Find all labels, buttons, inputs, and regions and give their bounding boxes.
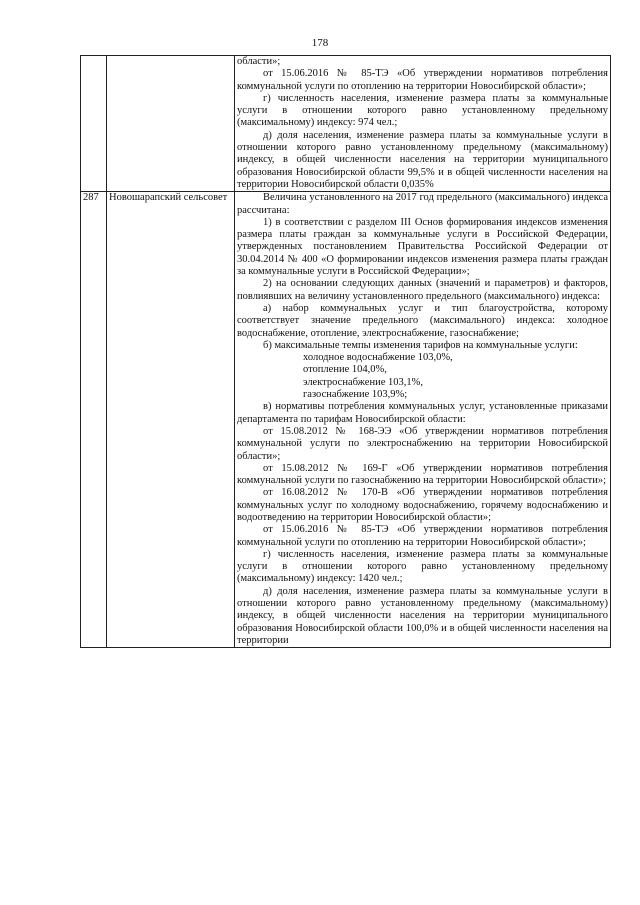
table-row — [81, 192, 611, 648]
paragraph: области»; — [237, 56, 281, 67]
paragraph: 2) на основании следующих данных (значений и параметров) и факторов, повлиявших на величину установленного предельного (максимального) индекса: — [237, 278, 608, 302]
paragraph: б) максимальные темпы изменения тарифов на коммунальные услуги: — [263, 339, 578, 351]
paragraph: Величина установленного на 2017 год предельного (максимального) индекса рассчитана: — [237, 192, 608, 216]
paragraph: а) набор коммунальных услуг и тип благоустройства, которому соответствует значение предельного (максимального) индекса: холодное водоснабжение, отопление, электроснабжение, газоснабжение; — [237, 302, 608, 339]
paragraph: газоснабжение 103,9%; — [303, 389, 408, 401]
paragraph: в) нормативы потребления коммунальных услуг, установленные приказами департамента по тарифам Новосибирской области: — [237, 401, 608, 425]
paragraph: д) доля населения, изменение размера платы за коммунальные услуги в отношении которого равно установленному предельному (максимальному) индексу, в общей численности населения на территории муниципального образования Новосибирской области 100,0% и в общей численности населения на территории — [237, 585, 608, 646]
paragraph: от 15.06.2016 № 85-ТЭ «Об утверждении нормативов потребления коммунальной услуги по отоплению на территории Новосибирской области»; — [237, 524, 608, 548]
paragraph: отопление 104,0%, — [303, 364, 387, 376]
table-row — [81, 56, 611, 192]
page-number: 178 — [311, 37, 329, 49]
row-text-cell — [235, 56, 611, 192]
paragraph: г) численность населения, изменение размера платы за коммунальные услуги в отношении которого равно установленному предельному (максимальному) индексу: 974 чел.; — [237, 92, 608, 129]
row-number-cell: 287 — [81, 192, 107, 648]
row-number-cell — [81, 56, 107, 192]
paragraph: от 16.08.2012 № 170-В «Об утверждении нормативов потребления коммунальных услуг по холодному водоснабжению, горячему водоснабжению и водоотведению на территории Новосибирской области»; — [237, 487, 608, 523]
paragraph: 1) в соответствии с разделом III Основ формирования индексов изменения размера платы граждан за коммунальные услуги в Российской Федерации, утвержденных постановлением Правительства Российской Федерации от 30.04.2014 № 400 «О формировании индексов изменения размера платы граждан за коммунальные услуги в Российской Федерации»; — [237, 216, 608, 278]
paragraph: электроснабжение 103,1%, — [303, 376, 423, 388]
row-name-cell — [107, 56, 235, 192]
paragraph: д) доля населения, изменение размера платы за коммунальные услуги в отношении которого равно установленному предельному (максимальному) индексу, в общей численности населения на территории муниципального образования Новосибирской области 99,5% и в общей численности населения на территории Новосибирской области 0,035% — [237, 129, 608, 190]
row-text-cell — [235, 192, 611, 648]
paragraph: от 15.08.2012 № 169-Г «Об утверждении нормативов потребления коммунальной услуги по газоснабжению на территории Новосибирской области»; — [237, 462, 608, 487]
document-table — [80, 55, 611, 648]
paragraph: от 15.06.2016 № 85-ТЭ «Об утверждении нормативов потребления коммунальной услуги по отоплению на территории Новосибирской области»; — [237, 68, 608, 92]
row-name-cell: Новошарапский сельсовет — [107, 192, 235, 648]
paragraph: г) численность населения, изменение размера платы за коммунальные услуги в отношении которого равно установленному предельному (максимальному) индексу: 1420 чел.; — [237, 548, 608, 585]
paragraph: холодное водоснабжение 103,0%, — [303, 352, 453, 364]
document-table-body — [81, 56, 611, 648]
paragraph: от 15.08.2012 № 168-ЭЭ «Об утверждении нормативов потребления коммунальной услуги по электроснабжению на территории Новосибирской области»; — [237, 425, 608, 462]
